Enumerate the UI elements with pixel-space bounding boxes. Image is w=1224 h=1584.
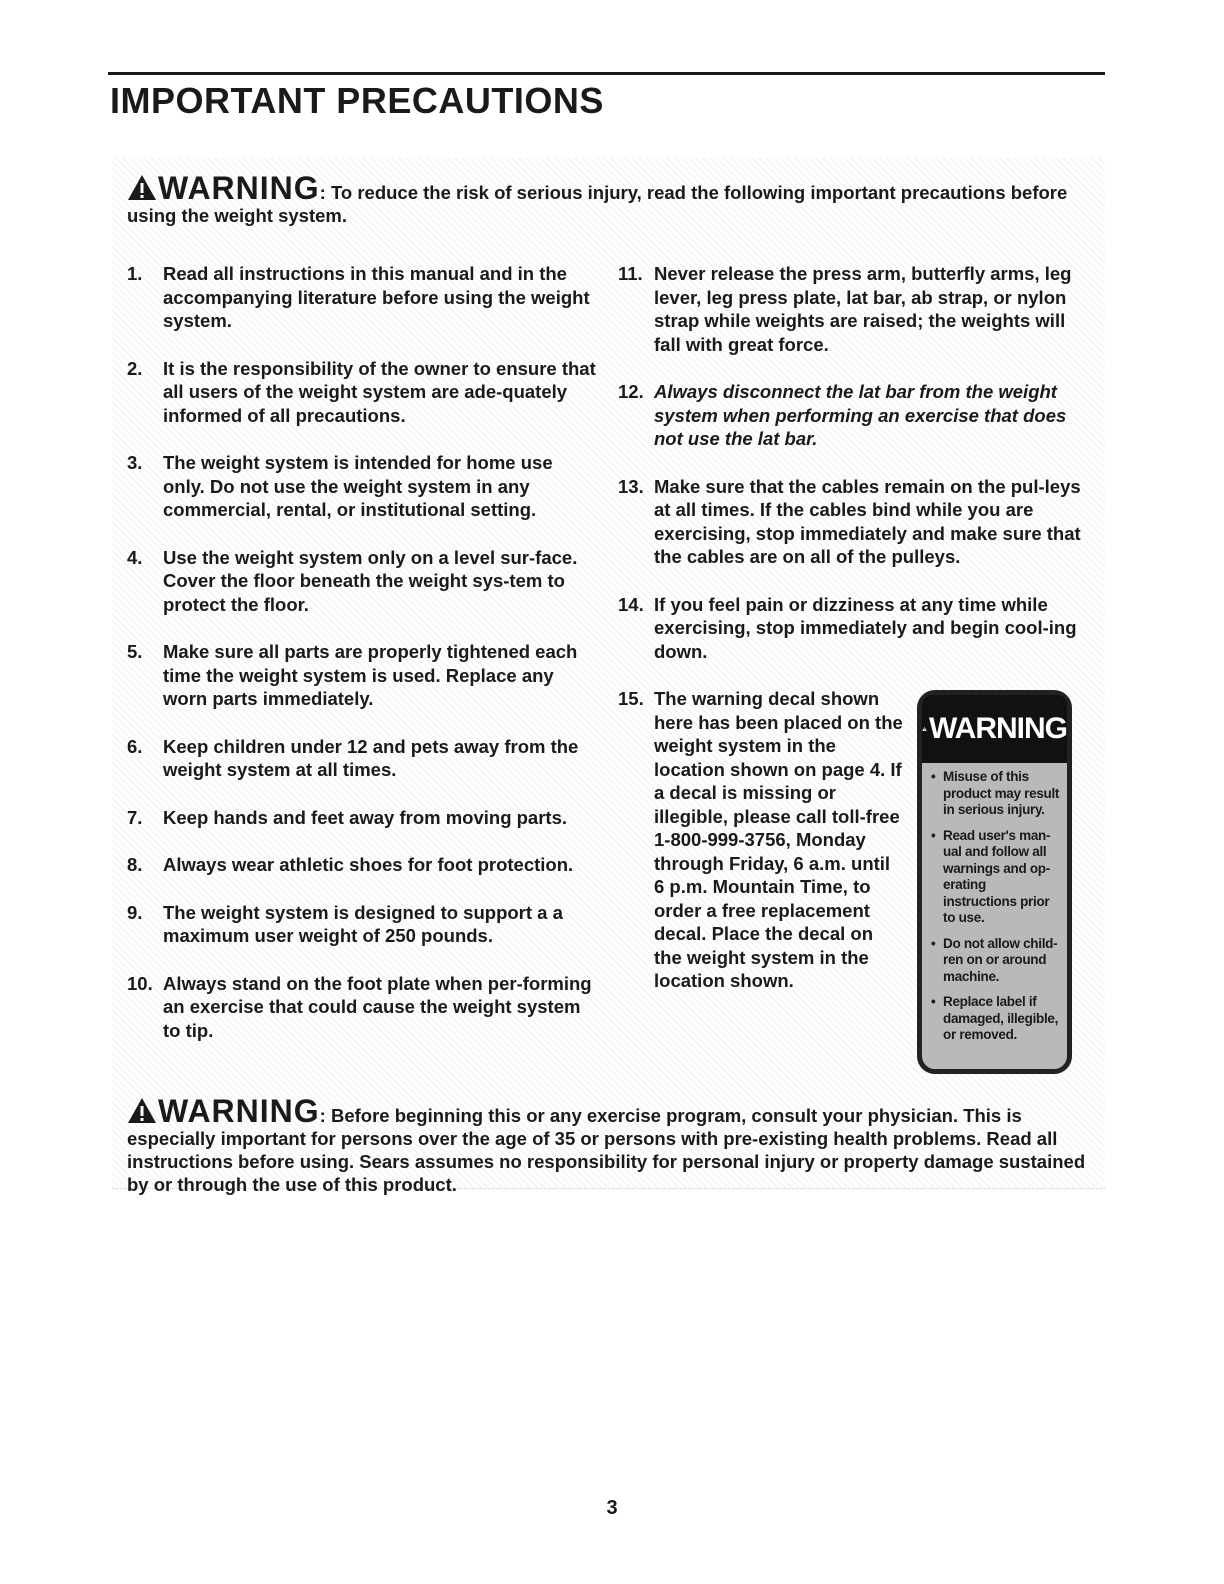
warning-decal (917, 690, 1072, 1074)
decal-header (922, 695, 1067, 763)
precaution-item (127, 451, 597, 522)
item-text: The warning decal shown here has been placed on the weight system in the location shown on page 4. If a decal is missing or illegible, please call toll-free 1-800-999-3756, Monday through Friday, 6 a.m. until 6 p.m. Mountain Time, to order a free replacement decal. Place the decal on the weight system in the location shown. (654, 688, 903, 991)
item-text: Use the weight system only on a level sur-face. Cover the floor beneath the weight sys-tem to protect the floor. (163, 546, 578, 615)
item-number: 9. (127, 901, 143, 923)
warning-text: : To reduce the risk of serious injury, read the following important precautions before using the weight system. (127, 182, 1068, 226)
item-text: Keep children under 12 and pets away from the weight system at all times. (163, 735, 579, 780)
warning-triangle-icon (127, 174, 157, 201)
precaution-item (127, 735, 597, 782)
decal-item: • Replace label if damaged, illegible, or removed. (929, 994, 1062, 1044)
title-rule (108, 72, 1105, 75)
item-text: Keep hands and feet away from moving parts. (163, 806, 568, 828)
precaution-item (127, 546, 597, 617)
item-number: 14. (618, 593, 644, 615)
item-number: 6. (127, 735, 143, 757)
item-number: 7. (127, 806, 143, 828)
item-text: Read all instructions in this manual and in the accompanying literature before using the weight system. (163, 263, 590, 331)
precaution-item (127, 262, 597, 333)
decal-item: • Read user's man-ual and follow all warnings and op-erating instructions prior to use. (929, 828, 1062, 927)
item-number: 15. (618, 688, 644, 709)
item-text: Always disconnect the lat bar from the weight system when performing an exercise that does not use the lat bar. (654, 381, 1067, 449)
item-number: 4. (127, 546, 143, 568)
warning-triangle-icon (127, 1097, 157, 1124)
item-number: 1. (127, 263, 143, 284)
item-text: Always wear athletic shoes for foot protection. (163, 854, 574, 875)
precaution-item (127, 357, 597, 428)
item-text: The weight system is intended for home use only. Do not use the weight system in any commercial, rental, or institutional setting. (163, 452, 553, 520)
precaution-item (127, 806, 597, 830)
page-title: IMPORTANT PRECAUTIONS (110, 80, 604, 121)
item-number: 10. (127, 972, 153, 994)
warning-word: WARNING (158, 1093, 320, 1129)
page-number: 3 (606, 1497, 618, 1519)
warning-bottom (127, 1093, 1087, 1196)
decal-list (922, 763, 1067, 1044)
precaution-item (618, 593, 1088, 664)
item-number: 11. (618, 263, 643, 284)
decal-title: WARNING (929, 712, 1067, 745)
item-number: 13. (618, 475, 644, 497)
precaution-item (618, 380, 1088, 451)
decal-item: • Misuse of this product may result in serious injury. (929, 769, 1062, 819)
item-number: 5. (127, 641, 143, 662)
warning-triangle-icon (922, 721, 927, 737)
item-text: It is the responsibility of the owner to ensure that all users of the weight system are ade-quately informed of all precautions. (163, 357, 596, 426)
item-text: Make sure that the cables remain on the pul-leys at all times. If the cables bind while you are exercising, stop immediately and make sure that the cables are on all of the pulleys. (654, 475, 1081, 567)
precaution-item (618, 262, 1088, 356)
decal-item: • Do not allow child-ren on or around machine. (929, 936, 1062, 986)
warning-top (127, 170, 1087, 227)
precautions-left-column (127, 262, 597, 1066)
item-text: The weight system is designed to support a a maximum user weight of 250 pounds. (163, 901, 563, 946)
item-number: 8. (127, 854, 143, 875)
item-number: 2. (127, 357, 143, 379)
item-number: 3. (127, 452, 143, 473)
item-text: Never release the press arm, butterfly arms, leg lever, leg press plate, lat bar, ab strap, or nylon strap while weights are raised; the weights will fall with great force. (654, 263, 1072, 355)
precaution-item (127, 853, 597, 877)
precaution-item (127, 901, 597, 948)
item-text: If you feel pain or dizziness at any time while exercising, stop immediately and begin cool-ing down. (654, 593, 1077, 662)
precaution-item (127, 640, 597, 711)
precaution-item (618, 475, 1088, 569)
warning-text: : Before beginning this or any exercise program, consult your physician. This is especially important for persons over the age of 35 or persons with pre-existing health problems. Read all instructions before using. Sears assumes no responsibility for personal injury or property damage sustained by or through the use of this product. (127, 1105, 1086, 1195)
warning-word: WARNING (158, 170, 320, 206)
item-text: Always stand on the foot plate when per-forming an exercise that could cause the weight system to tip. (163, 972, 592, 1041)
precaution-item (127, 972, 597, 1043)
item-number: 12. (618, 381, 644, 402)
item-text: Make sure all parts are properly tightened each time the weight system is used. Replace any worn parts immediately. (163, 641, 578, 709)
